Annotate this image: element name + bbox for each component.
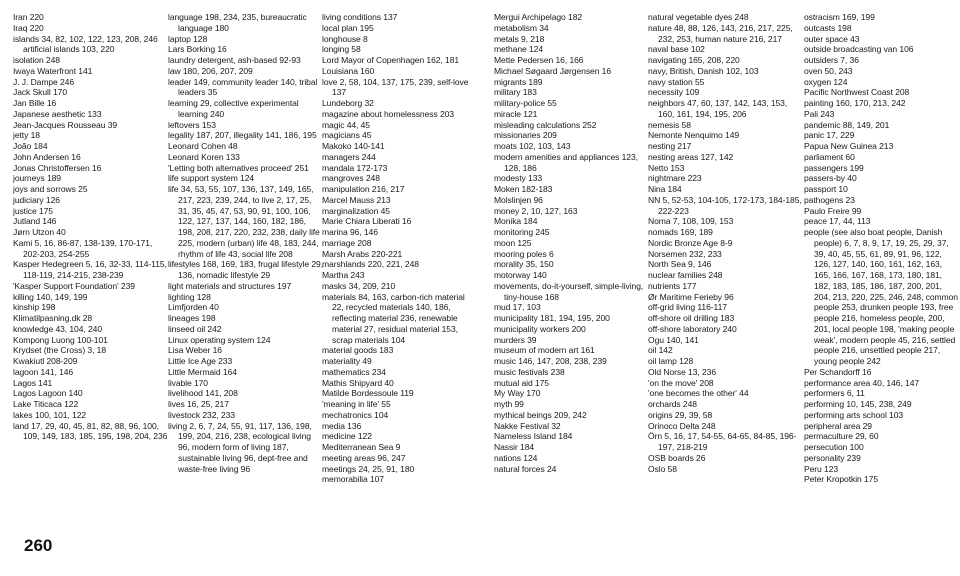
index-entry: Kasper Hedegreen 5, 16, 32-33, 114-115, 118-119, 214-215, 238-239: [13, 259, 167, 280]
index-entry: Papua New Guinea 213: [804, 141, 894, 151]
index-entry: performing 10, 145, 238, 249: [804, 399, 912, 409]
index-entry: mythical beings 209, 242: [494, 409, 587, 420]
index-entry: neighbors 47, 60, 137, 142, 143, 153, 160, 161, 194, 195, 206: [648, 98, 788, 119]
index-entry: navigating 165, 208, 220: [648, 55, 740, 65]
index-entry: Pali 243: [804, 108, 835, 119]
index-entry: 'meaning in life' 55: [322, 399, 391, 409]
index-entry: municipality 181, 194, 195, 200: [494, 313, 610, 323]
index-entry: Lord Mayor of Copenhagen 162, 181: [322, 55, 460, 65]
index-entry: Little Mermaid 164: [168, 366, 237, 377]
index-entry: manipulation 216, 217: [322, 184, 405, 194]
index-entry: islands 34, 82, 102, 122, 123, 208, 246 artificial islands 103, 220: [13, 33, 158, 55]
index-entry: longing 58: [322, 44, 361, 55]
index-entry: Ogu 140, 141: [648, 334, 699, 345]
index-entry: metals 9, 218: [494, 33, 545, 44]
index-entry: OSB boards 26: [648, 452, 706, 463]
index-entry: Per Schandorff 16: [804, 366, 872, 377]
index-entry: leader 149, community leader 140, tribal leaders 35: [168, 76, 318, 98]
index-entry: painting 160, 170, 213, 242: [804, 98, 906, 108]
index-entry: oil lamp 128: [648, 356, 694, 366]
index-entry: people (see also boat people, Danish people) 6, 7, 8, 9, 17, 19, 25, 29, 37, 39, 40, 45, 55, 61, 89, 91, 96, 122, 126, 127, 140, 160, 161, 162, 163, 165, 166, 167, 168, 173, 180, 181, 182, 183, 185, 186, 187, 200, 201, 204, 213, 220, 225, 246, 248, common people 253, drunken people 193, free people 216, homeless people, 200, 201, local people 198, 'making people weak', modern people 45, 216, settled people 216, unsettled people 217, young people 242: [804, 227, 958, 366]
index-entry: Iwaya Waterfront 141: [13, 65, 93, 76]
index-entry: meeting areas 96, 247: [322, 452, 406, 463]
index-entry: justice 175: [13, 205, 53, 216]
index-entry: laptop 128: [168, 33, 208, 44]
index-entry: Peter Kropotkin 175: [804, 474, 879, 485]
index-entry: livable 170: [168, 377, 208, 388]
index-entry: leftovers 153: [168, 119, 216, 130]
index-entry: off-shore laboratory 240: [648, 323, 737, 334]
index-entry: permaculture 29, 60: [804, 431, 879, 442]
index-entry: livestock 232, 233: [168, 409, 235, 420]
index-entry: Klimatilpasning.dk 28: [13, 313, 93, 323]
index-entry: Lars Borking 16: [168, 44, 227, 55]
index-entry: Matilde Bordessoule 119: [322, 388, 414, 399]
index-entry: Jack Skull 170: [13, 87, 67, 98]
index-entry: passers-by 40: [804, 173, 857, 184]
index-entry: memorabilia 107: [322, 474, 384, 485]
index-column-5: [648, 12, 803, 474]
index-entry: modern amenities and appliances 123, 128, 186: [494, 151, 638, 173]
index-entry: Kompong Luong 100-101: [13, 334, 108, 345]
index-entry: lakes 100, 101, 122: [13, 409, 87, 420]
index-entry: Linux operating system 124: [168, 334, 271, 345]
index-entry: meetings 24, 25, 91, 180: [322, 463, 415, 474]
index-column-2: [168, 12, 323, 474]
index-entry: misleading calculations 252: [494, 119, 597, 130]
index-entry: Lagos Lagoon 140: [13, 388, 83, 399]
index-entry: J. J. Dampe 246: [13, 76, 75, 87]
index-entry: mangroves 248: [322, 173, 380, 184]
index-entry: light materials and structures 197: [168, 280, 292, 291]
index-entry: lagoon 141, 146: [13, 366, 74, 377]
index-entry: 'Letting both alternatives proceed' 251: [168, 162, 309, 173]
index-entry: off-shore oil drilling 183: [648, 313, 735, 323]
index-entry: Monika 184: [494, 216, 538, 227]
index-entry: Pacific Northwest Coast 208: [804, 87, 910, 98]
index-entry: pandemic 88, 149, 201: [804, 119, 890, 130]
index-entry: materials 84, 163, carbon-rich material 22, recycled materials 140, 186, reflecting material 236, renewable material 27, residual material 153, scrap materials 104: [322, 291, 465, 345]
index-entry: judiciary 126: [13, 194, 60, 205]
index-entry: Marcel Mauss 213: [322, 194, 391, 205]
index-entry: Little Ice Age 233: [168, 356, 233, 366]
index-entry: Marie Chiara Liberati 16: [322, 216, 412, 227]
index-entry: mutual aid 175: [494, 377, 549, 388]
index-entry: Nassir 184: [494, 442, 535, 452]
index-entry: marginalization 45: [322, 205, 390, 216]
index-entry: livelihood 141, 208: [168, 388, 238, 399]
index-entry: passport 10: [804, 184, 848, 194]
index-entry: Lagos 141: [13, 377, 53, 388]
index-entry: municipality workers 200: [494, 323, 586, 334]
index-entry: Nameless Island 184: [494, 431, 573, 442]
index-entry: land 17, 29, 40, 45, 81, 82, 88, 96, 100, 109, 149, 183, 185, 195, 198, 204, 236: [13, 420, 168, 442]
index-entry: NN 5, 52-53, 104-105, 172-173, 184-185, 222-223: [648, 194, 802, 216]
index-entry: Molslinjen 96: [494, 194, 543, 205]
index-entry: nesting areas 127, 142: [648, 151, 734, 162]
index-entry: peace 17, 44, 113: [804, 216, 871, 227]
index-entry: Leonard Cohen 48: [168, 141, 238, 151]
index-entry: parliament 60: [804, 151, 855, 162]
index-entry: mooring poles 6: [494, 248, 554, 259]
index-entry: longhouse 8: [322, 33, 368, 44]
index-entry: nemesis 58: [648, 119, 691, 130]
index-entry: orchards 248: [648, 399, 697, 409]
index-entry: 'one becomes the other' 44: [648, 388, 749, 399]
index-entry: materiality 49: [322, 356, 372, 366]
index-entry: João 184: [13, 141, 48, 151]
index-entry: Jutland 146: [13, 216, 57, 227]
index-entry: local plan 195: [322, 22, 374, 33]
index-entry: lives 16, 25, 217: [168, 399, 229, 409]
index-entry: Nakke Festival 32: [494, 420, 561, 431]
index-entry: Örn 5, 16, 17, 54-55, 64-65, 84-85, 196-197, 218-219: [648, 431, 797, 452]
index-entry: oxygen 124: [804, 76, 848, 87]
index-entry: legality 187, 207, illegality 141, 186, 195: [168, 130, 317, 141]
index-entry: Martha 243: [322, 270, 365, 280]
index-entry: John Andersen 16: [13, 151, 81, 162]
index-entry: Old Norse 13, 236: [648, 366, 717, 377]
index-entry: Netto 153: [648, 162, 685, 173]
index-entry: persecution 100: [804, 442, 864, 452]
index-entry: lighting 128: [168, 291, 211, 302]
index-entry: nuclear families 248: [648, 270, 723, 280]
index-entry: living conditions 137: [322, 12, 398, 22]
index-entry: natural vegetable dyes 248: [648, 12, 749, 22]
index-entry: Iraq 220: [13, 22, 44, 33]
index-entry: Nordic Bronze Age 8-9: [648, 237, 733, 248]
index-entry: moon 125: [494, 237, 532, 248]
index-entry: kinship 198: [13, 302, 56, 313]
index-entry: museum of modern art 161: [494, 345, 595, 356]
index-entry: mechatronics 104: [322, 409, 389, 420]
index-entry: magic 44, 45: [322, 119, 370, 130]
index-entry: oven 50, 243: [804, 65, 853, 76]
index-entry: Lisa Weber 16: [168, 345, 222, 356]
index-entry: Peru 123: [804, 463, 839, 474]
index-entry: law 180, 206, 207, 209: [168, 65, 253, 76]
index-entry: Nina 184: [648, 184, 682, 194]
index-entry: passengers 199: [804, 162, 864, 173]
index-entry: material goods 183: [322, 345, 394, 356]
index-entry: lineages 198: [168, 313, 216, 323]
index-entry: Makoko 140-141: [322, 141, 385, 151]
index-entry: naval base 102: [648, 44, 705, 55]
index-entry: modesty 133: [494, 173, 543, 184]
index-entry: marriage 208: [322, 237, 372, 248]
index-entry: Norsemen 232, 233: [648, 248, 722, 259]
index-entry: Ør Maritime Ferieby 96: [648, 291, 734, 302]
index-entry: laundry detergent, ash-based 92-93: [168, 55, 301, 65]
index-entry: Nemonte Nenquimo 149: [648, 130, 740, 141]
index-entry: performers 6, 11: [804, 388, 865, 399]
index-entry: Paulo Freire 99: [804, 205, 862, 216]
index-entry: media 136: [322, 420, 362, 431]
index-entry: Noma 7, 108, 109, 153: [648, 216, 734, 227]
index-entry: moats 102, 103, 143: [494, 141, 571, 151]
index-entry: oil 142: [648, 345, 673, 356]
index-entry: language 198, 234, 235, bureaucratic language 180: [168, 12, 307, 33]
index-entry: Mathis Shipyard 40: [322, 377, 394, 388]
index-entry: masks 34, 209, 210: [322, 280, 396, 291]
index-entry: Krydset (the Cross) 3, 18: [13, 345, 107, 356]
index-entry: peripheral area 29: [804, 420, 872, 431]
index-entry: murders 39: [494, 334, 537, 345]
index-entry: outside broadcasting van 106: [804, 44, 914, 55]
index-entry: Orinoco Delta 248: [648, 420, 716, 431]
index-entry: Kami 5, 16, 86-87, 138-139, 170-171, 202-203, 254-255: [13, 237, 153, 259]
index-entry: killing 140, 149, 199: [13, 291, 88, 302]
index-column-4: [494, 12, 649, 474]
index-entry: magicians 45: [322, 130, 372, 141]
index-entry: Mergui Archipelago 182: [494, 12, 583, 22]
index-entry: movements, do-it-yourself, simple-living, tiny-house 168: [494, 280, 644, 302]
index-column-6: [804, 12, 959, 485]
index-entry: mud 17, 103: [494, 302, 541, 313]
index-entry: managers 244: [322, 151, 376, 162]
index-entry: life 34, 53, 55, 107, 136, 137, 149, 165, 217, 223, 239, 244, to live 2, 17, 25, 31, 35, 45, 47, 53, 90, 91, 100, 106, 122, 127, 137, 144, 160, 182, 186, 198, 208, 217, 220, 232, 238, daily life 225, modern (urban) life 48, 183, 244, rhythm of life 43, social life 208: [168, 184, 320, 259]
index-entry: Jan Bille 16: [13, 98, 57, 108]
index-entry: nomads 169, 189: [648, 227, 713, 237]
index-entry: ostracism 169, 199: [804, 12, 875, 22]
index-entry: medicine 122: [322, 431, 372, 442]
index-entry: nature 48, 88, 126, 143, 216, 217, 225, 232, 253, human nature 216, 217: [648, 22, 793, 44]
index-entry: Moken 182-183: [494, 184, 553, 194]
page-number: 260: [24, 536, 53, 555]
index-entry: nutrients 177: [648, 280, 697, 291]
index-entry: off-grid living 116-117: [648, 302, 727, 313]
index-entry: Jean-Jacques Rousseau 39: [13, 119, 118, 130]
index-entry: outsiders 7, 36: [804, 55, 859, 65]
index-entry: methane 124: [494, 44, 544, 55]
index-entry: military 183: [494, 87, 537, 98]
index-entry: miracle 121: [494, 108, 538, 119]
index-entry: Limfjorden 40: [168, 302, 219, 313]
index-entry: Jørn Utzon 40: [13, 227, 66, 237]
index-entry: Mediterranean Sea 9: [322, 442, 401, 452]
index-entry: Iran 220: [13, 12, 44, 22]
index-entry: outer space 43: [804, 33, 860, 44]
index-entry: Kwakiutl 208-209: [13, 356, 78, 366]
index-entry: Oslo 58: [648, 463, 677, 474]
index-entry: joys and sorrows 25: [13, 184, 88, 194]
index-entry: marshlands 220, 221, 248: [322, 259, 419, 270]
index-entry: Japanese aesthetic 133: [13, 108, 102, 119]
index-entry: pathogens 23: [804, 194, 855, 205]
index-entry: navy station 55: [648, 76, 705, 87]
index-entry: learning 29, collective experimental learning 240: [168, 98, 299, 119]
index-entry: nesting 217: [648, 141, 692, 151]
index-entry: journeys 189: [13, 173, 61, 184]
index-entry: My Way 170: [494, 388, 541, 399]
index-entry: mandala 172-173: [322, 162, 388, 173]
index-entry: Michael Søgaard Jørgensen 16: [494, 65, 612, 76]
index-entry: performing arts school 103: [804, 409, 904, 420]
index-entry: Lundeborg 32: [322, 98, 374, 108]
index-entry: mathematics 234: [322, 366, 386, 377]
index-entry: Jonas Christoffersen 16: [13, 162, 102, 173]
index-entry: marina 96, 146: [322, 227, 378, 237]
index-column-1: [13, 12, 168, 442]
index-entry: life support system 124: [168, 173, 255, 184]
index-entry: panic 17, 229: [804, 130, 855, 141]
index-entry: metabolism 34: [494, 22, 549, 33]
index-entry: motorway 140: [494, 270, 547, 280]
index-entry: military-police 55: [494, 98, 557, 108]
index-entry: Mette Pedersen 16, 166: [494, 55, 584, 65]
index-entry: magazine about homelessness 203: [322, 108, 454, 119]
index-entry: linseed oil 242: [168, 323, 222, 334]
index-entry: 'Kasper Support Foundation' 239: [13, 280, 135, 291]
index-entry: monitoring 245: [494, 227, 550, 237]
index-entry: jetty 18: [13, 130, 40, 141]
index-entry: money 2, 10, 127, 163: [494, 205, 578, 216]
index-entry: Lake Titicaca 122: [13, 399, 79, 409]
index-entry: outcasts 198: [804, 22, 852, 33]
index-entry: love 2, 58, 104, 137, 175, 239, self-love 137: [322, 76, 469, 98]
index-entry: morality 35, 150: [494, 259, 554, 270]
index-entry: natural forces 24: [494, 463, 557, 474]
index-entry: knowledge 43, 104, 240: [13, 323, 103, 334]
index-entry: origins 29, 39, 58: [648, 409, 713, 420]
index-entry: nations 124: [494, 452, 538, 463]
index-entry: lifestyles 168, 169, 183, frugal lifestyle 29, 136, nomadic lifestyle 29: [168, 259, 324, 280]
index-column-3: [322, 12, 477, 485]
index-entry: North Sea 9, 146: [648, 259, 712, 270]
index-entry: 'on the move' 208: [648, 377, 714, 388]
index-entry: performance area 40, 146, 147: [804, 377, 920, 388]
index-entry: music festivals 238: [494, 366, 565, 377]
index-entry: myth 99: [494, 399, 524, 409]
index-entry: necessity 109: [648, 87, 700, 98]
index-entry: isolation 248: [13, 55, 60, 65]
index-entry: living 2, 6, 7, 24, 55, 91, 117, 136, 198, 199, 204, 216, 238, ecological living 96, modern form of living 187, sustainable living 96, dept-free and waste-free living 96: [168, 420, 312, 474]
index-entry: music 146, 147, 208, 238, 239: [494, 356, 607, 366]
index-entry: Leonard Koren 133: [168, 151, 240, 162]
index-entry: migrants 189: [494, 76, 543, 87]
index-entry: personality 239: [804, 452, 861, 463]
index-entry: Louisiana 160: [322, 65, 375, 76]
index-entry: navy, British, Danish 102, 103: [648, 65, 759, 76]
index-entry: missionaries 209: [494, 130, 557, 141]
index-entry: Marsh Arabs 220-221: [322, 248, 403, 259]
index-entry: nightmare 223: [648, 173, 702, 184]
